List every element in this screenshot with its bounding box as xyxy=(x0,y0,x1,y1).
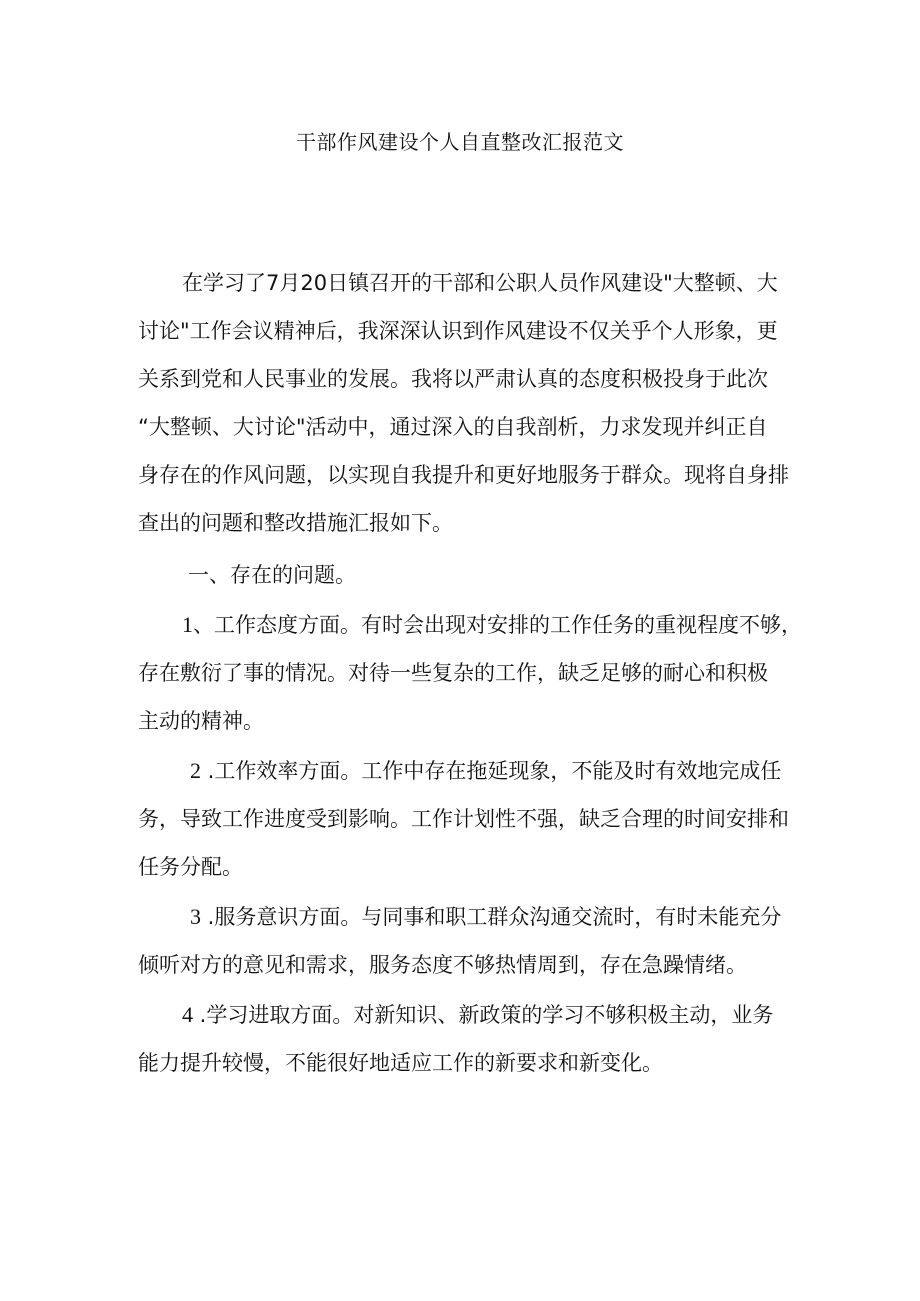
item-4-line-2: 能力提升较慢，不能很好地适应工作的新要求和新变化。 xyxy=(138,1051,663,1075)
item-1-number: 1 xyxy=(182,612,193,637)
item-3-line-2: 倾听对方的意见和需求，服务态度不够热情周到，存在急躁情绪。 xyxy=(138,953,747,977)
item-4-number: 4 xyxy=(182,1002,193,1027)
item-1-first-line xyxy=(182,610,802,640)
intro-line-5: 身存在的作风问题，以实现自我提升和更好地服务于群众。现将自身排 xyxy=(138,463,789,487)
document-title: 干部作风建设个人自直整改汇报范文 xyxy=(296,130,624,154)
item-3-line-1: .服务意识方面。与同事和职工群众沟通交流时，有时未能充分 xyxy=(201,905,782,929)
intro-line-1: 在学习了7月20日镇召开的干部和公职人员作风建设"大整顿、大 xyxy=(182,271,778,295)
section-heading: 一、存在的问题。 xyxy=(188,563,356,587)
item-3-number: 3 xyxy=(190,904,201,929)
item-4-first-line xyxy=(182,1000,773,1030)
item-2-line-2: 务，导致工作进度受到影响。工作计划性不强，缺乏合理的时间安排和 xyxy=(138,807,789,831)
item-1-line-3: 主动的精神。 xyxy=(138,709,264,733)
item-3-first-line xyxy=(190,902,781,932)
item-2-line-3: 任务分配。 xyxy=(138,855,243,879)
item-4-line-1: .学习进取方面。对新知识、新政策的学习不够积极主动，业务 xyxy=(193,1003,774,1027)
intro-line-4: “大整顿、大讨论"活动中，通过深入的自我剖析，力求发现并纠正自 xyxy=(138,415,768,439)
intro-line-2: 讨论"工作会议精神后，我深深认识到作风建设不仅关乎个人形象，更 xyxy=(138,319,778,343)
item-2-first-line xyxy=(190,756,781,786)
item-1-line-1: 、工作态度方面。有时会出现对安排的工作任务的重视程度不够， xyxy=(193,613,802,637)
intro-line-3: 关系到党和人民事业的发展。我将以严肃认真的态度积极投身于此次 xyxy=(138,367,768,391)
item-1-line-2: 存在敷衍了事的情况。对待一些复杂的工作，缺乏足够的耐心和积极 xyxy=(138,661,768,685)
intro-line-6: 查出的问题和整改措施汇报如下。 xyxy=(138,511,453,535)
item-2-number: 2 xyxy=(190,758,201,783)
item-2-line-1: .工作效率方面。工作中存在拖延现象，不能及时有效地完成任 xyxy=(201,759,782,783)
